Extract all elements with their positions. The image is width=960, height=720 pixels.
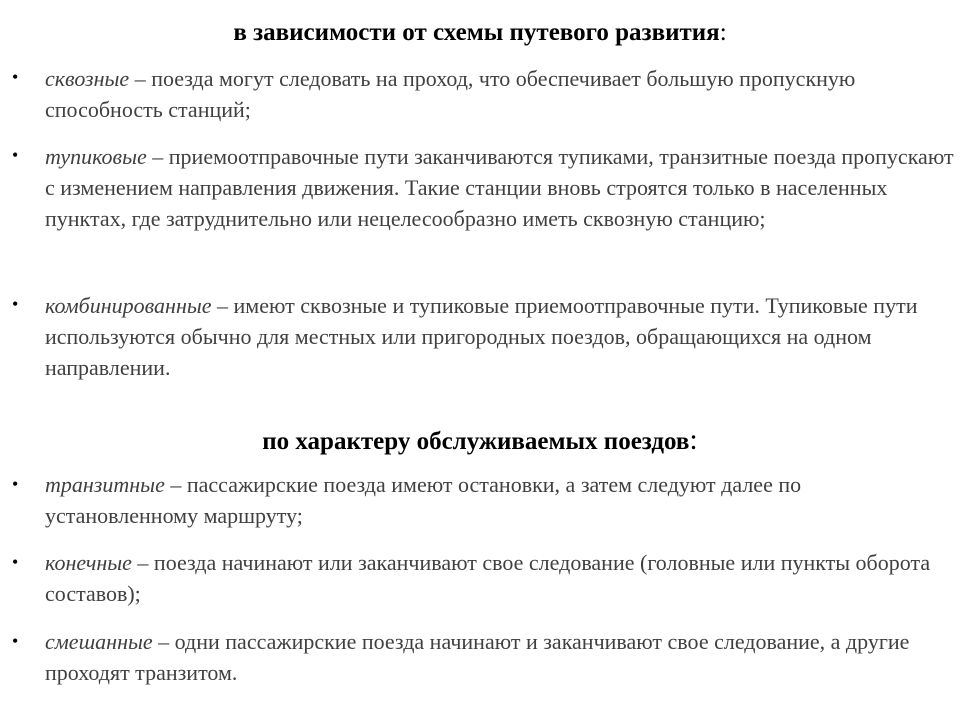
section-heading-track-layout xyxy=(0,18,960,48)
bullet-icon: • xyxy=(12,552,19,572)
list-item-text: – поезда могут следовать на проход, что обеспечивает большую пропускную способность станций; xyxy=(45,66,856,122)
section-heading-text: по характеру обслуживаемых поездов xyxy=(262,428,690,455)
bullet-icon: • xyxy=(12,294,19,314)
list-item-text: – поезда начинают или заканчивают свое следование (головные или пункты оборота составов); xyxy=(45,550,931,606)
list-item-text: – одни пассажирские поезда начинают и заканчивают свое следование, а другие проходят транзитом. xyxy=(45,629,910,685)
bullet-icon: • xyxy=(12,631,19,651)
bullet-icon: • xyxy=(12,67,19,87)
list-item-text: – пассажирские поезда имеют остановки, а затем следуют далее по установленному маршруту; xyxy=(45,472,802,528)
list-item-mixed xyxy=(45,626,955,688)
list-item-text: – имеют сквозные и тупиковые приемоотправочные пути. Тупиковые пути используются обычно для местных или пригородных поездов, обращающихся на одном направлении. xyxy=(45,293,918,380)
list-item-term: конечные xyxy=(45,550,132,575)
list-item-term: сквозные xyxy=(45,66,130,91)
list-item-term: смешанные xyxy=(45,629,153,654)
bullet-icon: • xyxy=(12,474,19,494)
list-item-through xyxy=(45,63,955,125)
list-item-term: транзитные xyxy=(45,472,165,497)
list-item-text: – приемоотправочные пути заканчиваются тупиками, транзитные поезда пропускают с изменением направления движения. Такие станции вновь строятся только в населенных пунктах, где затруднительно или нецелесообразно иметь сквозную станцию; xyxy=(45,144,954,231)
list-item-dead-end xyxy=(45,141,955,234)
list-item-terminal xyxy=(45,547,955,609)
list-item-transit xyxy=(45,469,955,531)
list-item-term: тупиковые xyxy=(45,144,147,169)
section-heading-colon: : xyxy=(719,19,727,46)
section-heading-text: в зависимости от схемы путевого развития xyxy=(233,19,720,46)
list-item-combined xyxy=(45,290,955,383)
list-item-term: комбинированные xyxy=(45,293,212,318)
section-heading-colon: : xyxy=(689,423,698,456)
section-heading-train-service xyxy=(0,425,960,457)
bullet-icon: • xyxy=(12,145,19,165)
